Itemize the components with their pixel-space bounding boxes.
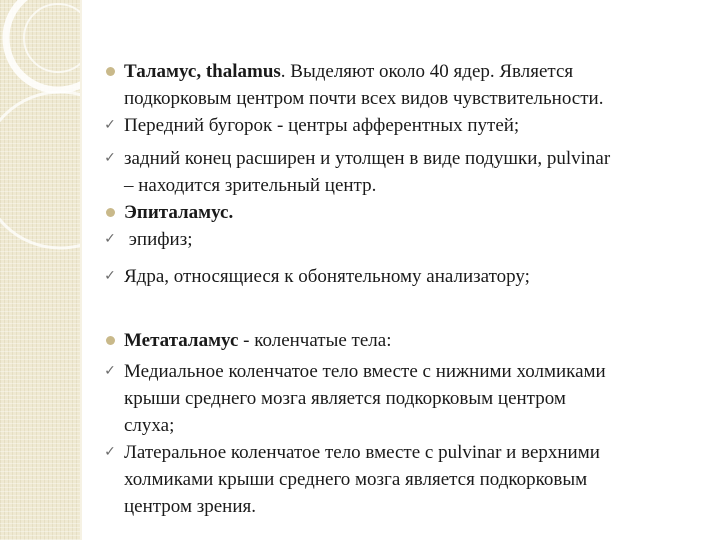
bullet-item [104,112,699,139]
bold-term: Метаталамус [124,330,239,351]
checkmark-icon: ✓ [104,117,116,133]
line-text: подкорковым центром почти всех видов чувствительности. [124,88,604,109]
bullet-line [124,358,699,385]
bullet-item [104,145,699,199]
line-text: крыши среднего мозга является подкорковым центром [124,388,566,409]
line-text: центром зрения. [124,496,256,517]
line-text: – находится зрительный центр. [124,175,377,196]
bullet-item [104,358,699,439]
bullet-item [124,58,699,112]
bullet-line [124,85,699,112]
checkmark-icon: ✓ [104,268,116,284]
line-text: Латеральное коленчатое тело вместе с pulvinar и верхними [124,442,600,463]
line-text: Передний бугорок - центры афферентных путей; [124,115,520,136]
bullet-item [104,439,699,520]
bullet-line [124,199,699,226]
checkmark-icon: ✓ [104,231,116,247]
bullet-line [124,145,699,172]
line-text: холмиками крыши среднего мозга является подкорковым [124,469,588,490]
bullet-line [124,327,699,354]
line-text: слуха; [124,415,175,436]
bullet-line [124,385,699,412]
checkmark-icon: ✓ [104,363,116,379]
bullet-item [104,226,699,253]
bold-term: Таламус, thalamus [124,61,281,82]
line-text: Ядра, относящиеся к обонятельному анализатору; [124,266,530,287]
bullet-line [124,263,699,290]
bullet-line [124,112,699,139]
line-text: . Выделяют около 40 ядер. Является [280,61,574,82]
checkmark-icon: ✓ [104,444,116,460]
checkmark-icon: ✓ [104,150,116,166]
filled-circle-icon [102,327,118,354]
bullet-item [124,199,699,226]
line-text: задний конец расширен и утолщен в виде подушки, pulvinar [124,148,611,169]
bullet-line [124,58,699,85]
bullet-line [124,439,699,466]
bullet-line [124,172,699,199]
filled-circle-icon [102,199,118,226]
line-text: - коленчатые тела: [238,330,392,351]
bullet-line [124,493,699,520]
bullet-item [124,327,699,354]
bullet-line [124,226,699,253]
bullet-line [124,412,699,439]
bullet-item [104,263,699,290]
bullet-line [124,466,699,493]
line-text: эпифиз; [124,229,193,250]
line-text: Медиальное коленчатое тело вместе с нижними холмиками [124,361,606,382]
bold-term: Эпиталамус. [124,202,234,223]
filled-circle-icon [102,58,118,85]
